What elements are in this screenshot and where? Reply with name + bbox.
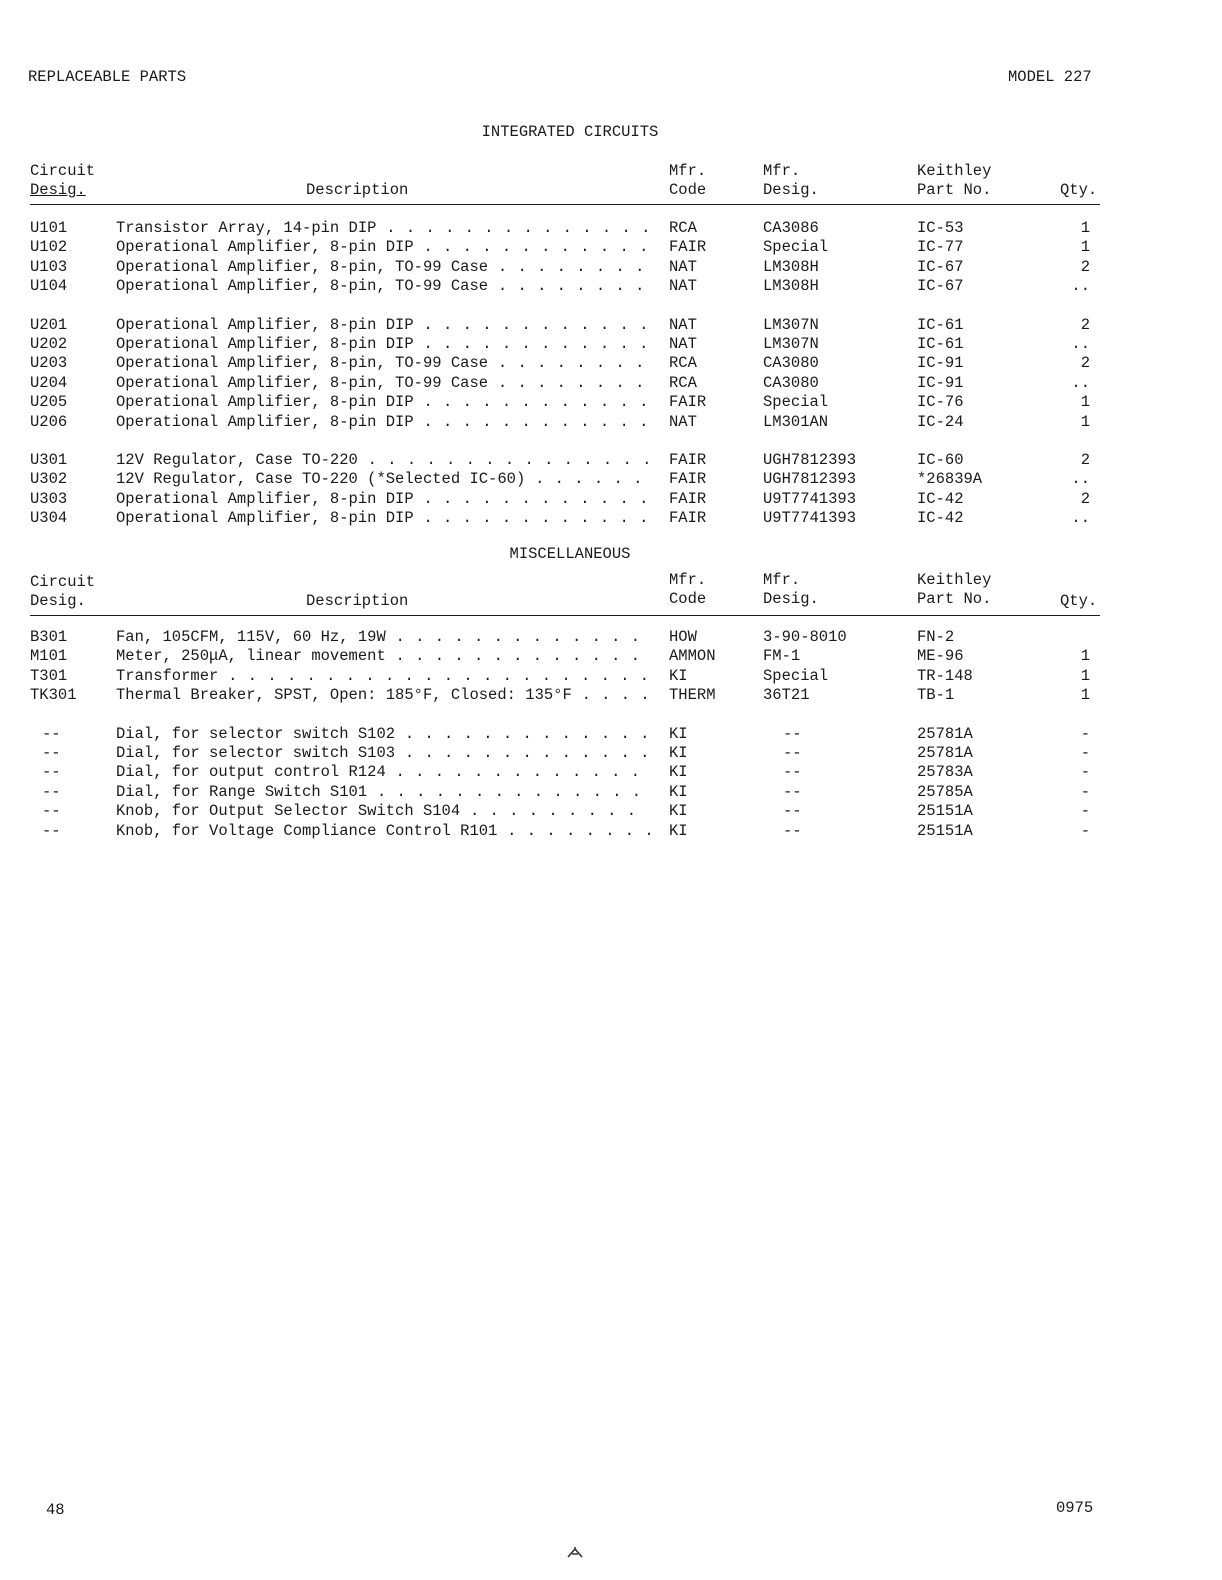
dot-leader: . . . . . . . . . . . . xyxy=(413,334,649,353)
dot-leader: . . . . . . . . . . . . . xyxy=(385,763,641,782)
description-text: Operational Amplifier, 8-pin DIP xyxy=(116,315,414,334)
circuit-desig: U204 xyxy=(30,373,68,392)
description-text: Knob, for Output Selector Switch S104 xyxy=(116,802,461,821)
description-text: 12V Regulator, Case TO-220 xyxy=(116,450,358,469)
dot-leader: . . . . . . . . . . . . xyxy=(413,315,649,334)
table-row xyxy=(30,470,1100,489)
dot-leader: . . . . . . . . . xyxy=(460,802,637,821)
description xyxy=(116,316,649,335)
dot-leader: . . . . . . . . . . . . . . . xyxy=(357,450,652,469)
mfr-code: FAIR xyxy=(669,393,707,412)
mfr-code: KI xyxy=(669,802,688,821)
dot-leader: . . . . . . . . xyxy=(488,277,645,296)
quantity: - xyxy=(1080,802,1090,821)
description xyxy=(116,802,637,821)
dot-leader: . . . . . . . . . . . . xyxy=(413,412,649,431)
mfr-code: RCA xyxy=(669,354,697,373)
group-spacer xyxy=(30,297,1100,316)
quantity: 1 xyxy=(1080,238,1090,257)
mfr-code: FAIR xyxy=(669,509,707,528)
mfr-code: NAT xyxy=(669,315,697,334)
part-number: FN-2 xyxy=(917,628,955,646)
quantity: - xyxy=(1080,763,1090,782)
description-text: Fan, 105CFM, 115V, 60 Hz, 19W xyxy=(116,628,386,646)
circuit-desig: U202 xyxy=(30,334,68,353)
description xyxy=(116,354,645,373)
description xyxy=(116,258,645,277)
mfr-code: NAT xyxy=(669,334,697,353)
table-row xyxy=(30,647,1100,666)
col-description-header: Description xyxy=(306,592,409,610)
mfr-code: HOW xyxy=(669,628,697,646)
description-text: Operational Amplifier, 8-pin DIP xyxy=(116,412,414,431)
ic-section-title: INTEGRATED CIRCUITS xyxy=(481,123,659,141)
description xyxy=(116,744,650,763)
mfr-desig: LM307N xyxy=(763,315,819,334)
table-row xyxy=(30,802,1100,821)
circuit-desig: U203 xyxy=(30,354,68,373)
mfr-desig: 3-90-8010 xyxy=(763,628,847,646)
col-mfr-code-header: Mfr. Code xyxy=(669,162,707,199)
mfr-desig: FM-1 xyxy=(763,647,801,666)
circuit-desig: -- xyxy=(42,743,61,762)
description xyxy=(116,686,650,705)
description xyxy=(116,219,651,238)
quantity: 1 xyxy=(1080,412,1090,431)
table-row xyxy=(30,374,1100,393)
table-row xyxy=(30,335,1100,354)
quantity: 2 xyxy=(1080,354,1090,373)
mfr-desig: LM308H xyxy=(763,277,819,296)
mfr-desig: Special xyxy=(763,238,829,257)
mfr-desig: Special xyxy=(763,666,829,685)
mfr-code: FAIR xyxy=(669,470,707,489)
quantity: - xyxy=(1080,743,1090,762)
mfr-code: AMMON xyxy=(669,647,716,666)
description-text: Operational Amplifier, 8-pin DIP xyxy=(116,393,414,412)
description-text: Thermal Breaker, SPST, Open: 185°F, Closed: 135°F xyxy=(116,686,572,705)
quantity: .. xyxy=(1071,334,1090,353)
table-row xyxy=(30,725,1100,744)
quantity: - xyxy=(1080,821,1090,840)
dot-leader: . . . . . . . . . . . . . xyxy=(395,743,650,762)
section-header-left: REPLACEABLE PARTS xyxy=(28,68,187,86)
mfr-desig: UGH7812393 xyxy=(763,470,857,489)
part-number: TB-1 xyxy=(917,686,955,705)
quantity: 2 xyxy=(1080,315,1090,334)
dot-leader: . . . . . . . . xyxy=(488,373,645,392)
circuit-desig: U102 xyxy=(30,238,68,257)
table-header xyxy=(30,160,1100,206)
quantity: 1 xyxy=(1080,686,1090,705)
mfr-desig: -- xyxy=(783,743,802,762)
table-row xyxy=(30,686,1100,705)
description xyxy=(116,490,649,509)
part-number: IC-67 xyxy=(917,257,964,276)
mfr-desig: -- xyxy=(783,802,802,821)
mfr-desig: UGH7812393 xyxy=(763,450,857,469)
description-text: Operational Amplifier, 8-pin, TO-99 Case xyxy=(116,277,489,296)
circuit-desig: B301 xyxy=(30,628,68,646)
quantity: .. xyxy=(1071,373,1090,392)
model-header: MODEL 227 xyxy=(1008,68,1092,86)
table-row xyxy=(30,451,1100,470)
mfr-desig: LM307N xyxy=(763,334,819,353)
part-number: IC-42 xyxy=(917,489,964,508)
description xyxy=(116,763,641,782)
ic-parts-table xyxy=(30,160,1100,528)
mfr-desig: U9T7741393 xyxy=(763,489,857,508)
dot-leader: . . . . xyxy=(571,686,651,705)
circuit-desig: U104 xyxy=(30,277,68,296)
table-row xyxy=(30,628,1100,647)
circuit-desig: M101 xyxy=(30,647,68,666)
table-row xyxy=(30,413,1100,432)
table-body xyxy=(30,219,1100,528)
table-body xyxy=(30,628,1100,841)
description xyxy=(116,783,642,802)
col-qty-header: Qty. xyxy=(1060,592,1098,610)
mfr-code: NAT xyxy=(669,277,697,296)
circuit-desig: -- xyxy=(42,802,61,821)
table-row xyxy=(30,354,1100,373)
part-number: *26839A xyxy=(917,470,983,489)
dot-leader: . . . . . . . . xyxy=(497,821,655,840)
table-row xyxy=(30,316,1100,335)
circuit-desig: U206 xyxy=(30,412,68,431)
mfr-desig: -- xyxy=(783,782,802,801)
part-number: TR-148 xyxy=(917,666,973,685)
dot-leader: . . . . . . . . . . . . xyxy=(413,393,649,412)
part-number: IC-53 xyxy=(917,219,964,237)
part-number: 25781A xyxy=(917,743,973,762)
table-row xyxy=(30,393,1100,412)
mfr-code: NAT xyxy=(669,412,697,431)
col-desig-header: Circuit Desig. xyxy=(30,162,96,199)
part-number: IC-61 xyxy=(917,334,964,353)
circuit-desig: -- xyxy=(42,724,61,743)
description xyxy=(116,238,649,257)
quantity: - xyxy=(1080,724,1090,743)
description-text: Operational Amplifier, 8-pin DIP xyxy=(116,509,414,528)
dot-leader: . . . . . . . . . . . . xyxy=(413,509,649,528)
table-header xyxy=(30,571,1100,617)
mfr-desig: LM301AN xyxy=(763,412,829,431)
quantity: .. xyxy=(1071,470,1090,489)
description-text: Transistor Array, 14-pin DIP xyxy=(116,219,377,237)
circuit-desig: U302 xyxy=(30,470,68,489)
mfr-code: KI xyxy=(669,743,688,762)
table-row xyxy=(30,258,1100,277)
circuit-desig: U301 xyxy=(30,450,68,469)
description xyxy=(116,509,649,528)
description xyxy=(116,822,654,841)
dot-leader: . . . . . . . . . . . . . . . . . . . . . . xyxy=(218,666,650,685)
description-text: 12V Regulator, Case TO-220 (*Selected IC-60) xyxy=(116,470,526,489)
mfr-desig: Special xyxy=(763,393,829,412)
part-number: IC-60 xyxy=(917,450,964,469)
table-row xyxy=(30,277,1100,296)
col-part-no-header: Keithley Part No. xyxy=(917,162,992,199)
description xyxy=(116,667,650,686)
dot-leader: . . . . . . . . xyxy=(488,257,645,276)
misc-section-title: MISCELLANEOUS xyxy=(509,545,631,563)
mfr-code: FAIR xyxy=(669,238,707,257)
circuit-desig: U101 xyxy=(30,219,68,237)
mfr-code: FAIR xyxy=(669,489,707,508)
col-description-header: Description xyxy=(306,181,409,199)
part-number: 25783A xyxy=(917,763,973,782)
dot-leader: . . . . . . . . . . . . . xyxy=(395,724,650,743)
dot-leader: . . . . . . . . . . . . xyxy=(413,489,649,508)
description-text: Meter, 250μA, linear movement xyxy=(116,647,386,666)
mfr-code: RCA xyxy=(669,373,697,392)
mfr-code: KI xyxy=(669,763,688,782)
part-number: 25151A xyxy=(917,821,973,840)
description-text: Operational Amplifier, 8-pin, TO-99 Case xyxy=(116,373,489,392)
part-number: IC-67 xyxy=(917,277,964,296)
description-text: Dial, for selector switch S103 xyxy=(116,743,396,762)
table-row xyxy=(30,667,1100,686)
dot-leader: . . . . . . xyxy=(525,470,643,489)
mfr-desig: LM308H xyxy=(763,257,819,276)
mfr-desig: CA3086 xyxy=(763,219,819,237)
description xyxy=(116,277,645,296)
dot-leader: . . . . . . . . . . . . . . xyxy=(376,219,651,237)
printer-mark-icon xyxy=(566,1546,584,1558)
quantity: .. xyxy=(1071,509,1090,528)
quantity: 2 xyxy=(1080,450,1090,469)
description-text: Knob, for Voltage Compliance Control R101 xyxy=(116,821,498,840)
circuit-desig: -- xyxy=(42,763,61,782)
description-text: Dial, for output control R124 xyxy=(116,763,386,782)
page-number: 48 xyxy=(46,1501,65,1519)
mfr-desig: -- xyxy=(783,821,802,840)
table-row xyxy=(30,783,1100,802)
description xyxy=(116,413,649,432)
description xyxy=(116,451,652,470)
quantity: 1 xyxy=(1080,647,1090,666)
circuit-desig: U303 xyxy=(30,489,68,508)
circuit-desig: U103 xyxy=(30,257,68,276)
group-spacer xyxy=(30,432,1100,451)
group-spacer xyxy=(30,706,1100,725)
mfr-desig: CA3080 xyxy=(763,373,819,392)
quantity: 1 xyxy=(1080,666,1090,685)
description-text: Dial, for selector switch S102 xyxy=(116,724,396,743)
dot-leader: . . . . . . . . xyxy=(488,354,645,373)
part-number: IC-91 xyxy=(917,373,964,392)
part-number: IC-24 xyxy=(917,412,964,431)
mfr-desig: U9T7741393 xyxy=(763,509,857,528)
mfr-desig: CA3080 xyxy=(763,354,819,373)
part-number: 25785A xyxy=(917,782,973,801)
col-part-no-header: Keithley Part No. xyxy=(917,571,992,608)
circuit-desig: U201 xyxy=(30,315,68,334)
circuit-desig: -- xyxy=(42,821,61,840)
part-number: 25151A xyxy=(917,802,973,821)
col-desig-header: Circuit Desig. xyxy=(30,573,96,610)
quantity: 2 xyxy=(1080,257,1090,276)
description xyxy=(116,470,643,489)
dot-leader: . . . . . . . . . . . . . xyxy=(385,628,641,646)
description-text: Operational Amplifier, 8-pin DIP xyxy=(116,334,414,353)
mfr-code: FAIR xyxy=(669,450,707,469)
quantity: - xyxy=(1080,782,1090,801)
circuit-desig: U205 xyxy=(30,393,68,412)
mfr-code: RCA xyxy=(669,219,697,237)
part-number: ME-96 xyxy=(917,647,964,666)
header-rule xyxy=(30,615,1100,616)
misc-parts-table xyxy=(30,571,1100,841)
quantity: 2 xyxy=(1080,489,1090,508)
mfr-code: KI xyxy=(669,666,688,685)
mfr-desig: 36T21 xyxy=(763,686,810,705)
table-row xyxy=(30,490,1100,509)
circuit-desig: -- xyxy=(42,782,61,801)
description xyxy=(116,374,645,393)
mfr-code: THERM xyxy=(669,686,716,705)
header-rule xyxy=(30,204,1100,205)
description-text: Dial, for Range Switch S101 xyxy=(116,782,368,801)
description xyxy=(116,725,650,744)
circuit-desig: U304 xyxy=(30,509,68,528)
description-text: Operational Amplifier, 8-pin, TO-99 Case xyxy=(116,354,489,373)
mfr-code: KI xyxy=(669,724,688,743)
table-row xyxy=(30,219,1100,238)
col-mfr-code-header: Mfr. Code xyxy=(669,571,707,608)
part-number: IC-61 xyxy=(917,315,964,334)
description xyxy=(116,647,641,666)
mfr-code: NAT xyxy=(669,257,697,276)
description xyxy=(116,628,641,647)
col-qty-header: Qty. xyxy=(1060,181,1098,199)
quantity: 1 xyxy=(1080,393,1090,412)
circuit-desig: TK301 xyxy=(30,686,77,705)
circuit-desig: T301 xyxy=(30,666,68,685)
description-text: Operational Amplifier, 8-pin DIP xyxy=(116,238,414,257)
table-row xyxy=(30,744,1100,763)
part-number: IC-76 xyxy=(917,393,964,412)
quantity: 1 xyxy=(1080,219,1090,237)
part-number: IC-77 xyxy=(917,238,964,257)
dot-leader: . . . . . . . . . . . . . xyxy=(385,647,641,666)
part-number: 25781A xyxy=(917,724,973,743)
mfr-code: KI xyxy=(669,821,688,840)
table-row xyxy=(30,822,1100,841)
description xyxy=(116,393,649,412)
dot-leader: . . . . . . . . . . . . xyxy=(413,238,649,257)
table-row xyxy=(30,763,1100,782)
description xyxy=(116,335,649,354)
mfr-code: KI xyxy=(669,782,688,801)
table-row xyxy=(30,238,1100,257)
col-mfr-desig-header: Mfr. Desig. xyxy=(763,571,819,608)
description-text: Transformer xyxy=(116,666,219,685)
table-row xyxy=(30,509,1100,528)
part-number: IC-91 xyxy=(917,354,964,373)
part-number: IC-42 xyxy=(917,509,964,528)
quantity: .. xyxy=(1071,277,1090,296)
dot-leader: . . . . . . . . . . . . . . xyxy=(367,782,642,801)
description-text: Operational Amplifier, 8-pin, TO-99 Case xyxy=(116,257,489,276)
col-mfr-desig-header: Mfr. Desig. xyxy=(763,162,819,199)
mfr-desig: -- xyxy=(783,724,802,743)
description-text: Operational Amplifier, 8-pin DIP xyxy=(116,489,414,508)
mfr-desig: -- xyxy=(783,763,802,782)
revision-code: 0975 xyxy=(1056,1499,1094,1517)
